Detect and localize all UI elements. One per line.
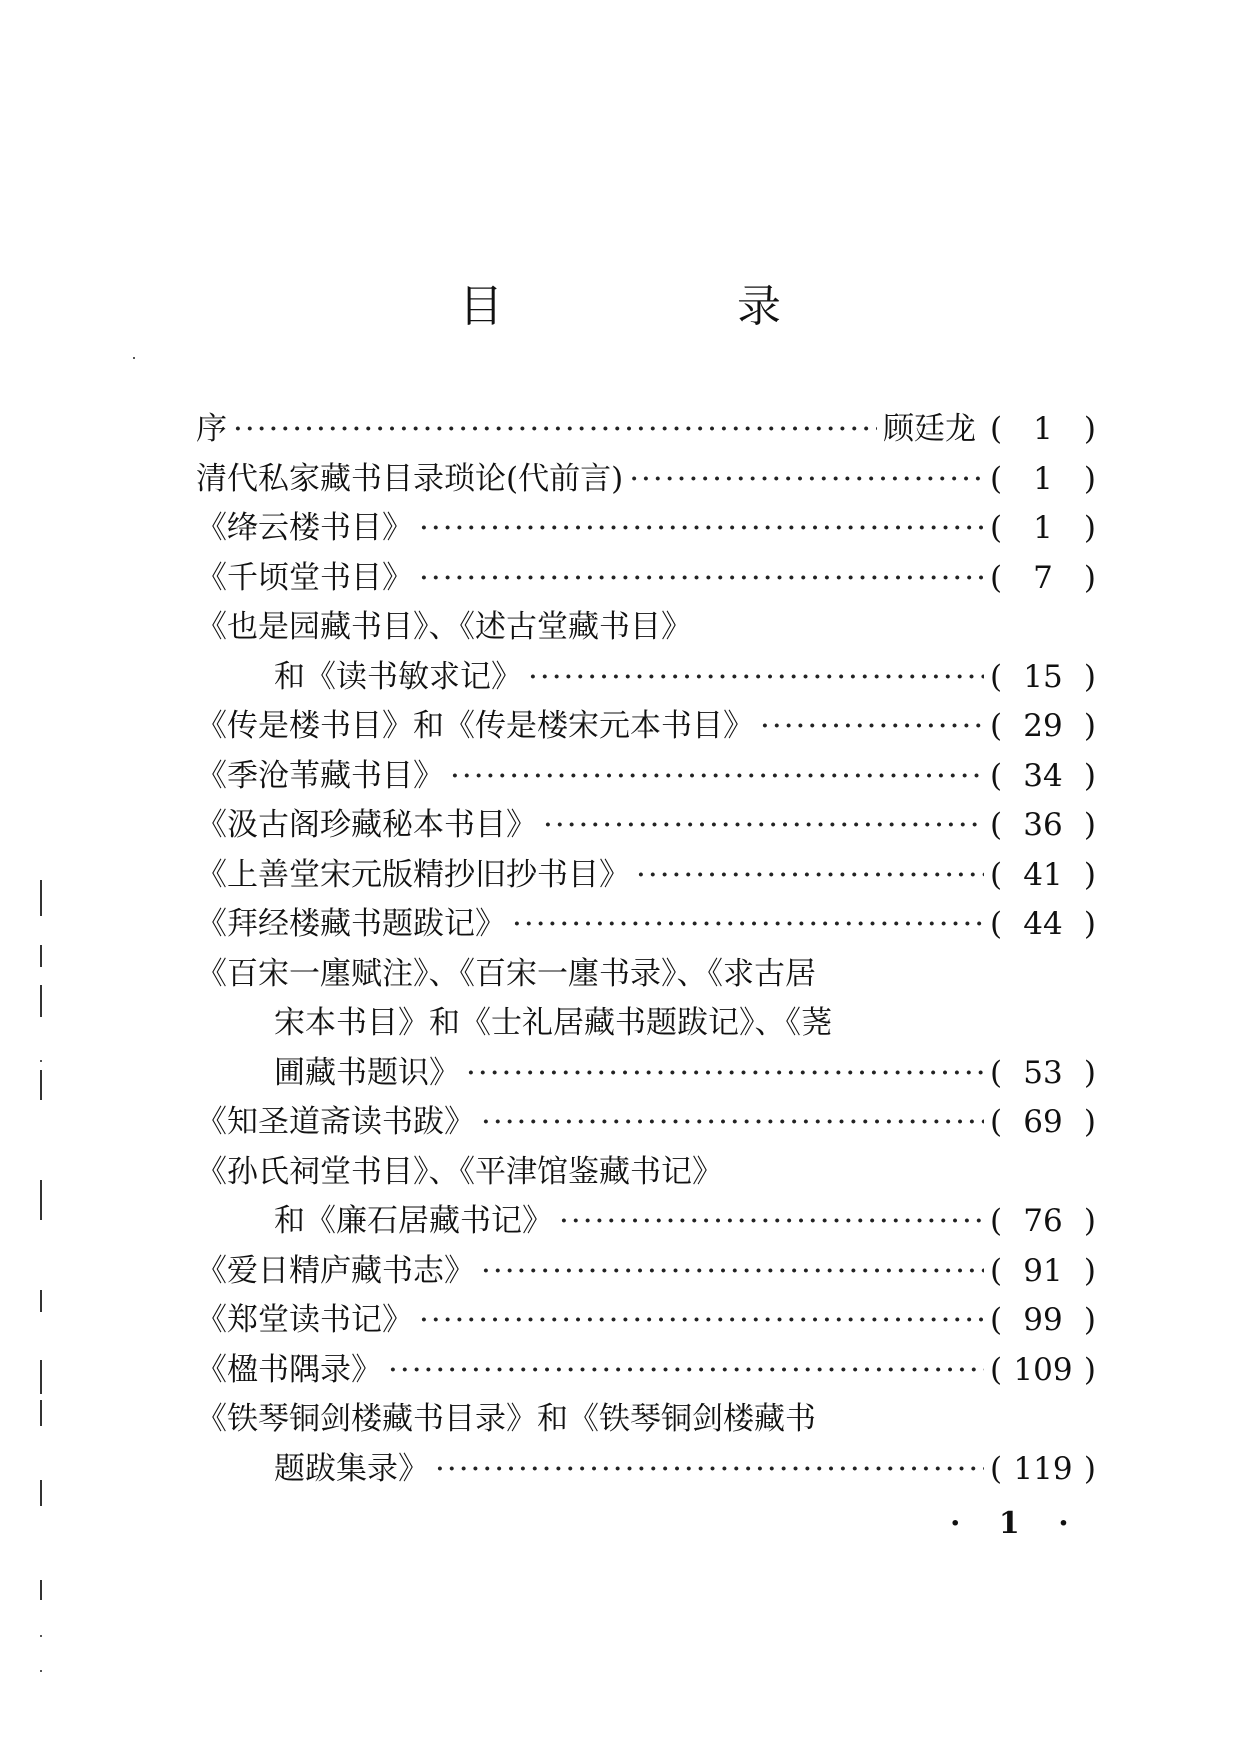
toc-entry-title: 序: [196, 411, 227, 447]
page-number-value: 99: [1023, 1302, 1063, 1338]
toc-entry-page: [990, 1197, 1096, 1247]
toc-entry-title: 《上善堂宋元版精抄旧抄书目》: [196, 856, 630, 893]
page-number-value: 69: [1023, 1104, 1063, 1140]
dot-leader: [481, 1247, 984, 1297]
toc-entry-page: [990, 554, 1096, 604]
toc-entry: [196, 1049, 1096, 1099]
close-paren: ): [1083, 1203, 1096, 1239]
scan-speck: [40, 1060, 42, 1062]
page-number-value: 29: [1023, 708, 1063, 744]
toc-entry: [196, 554, 1096, 604]
toc-entry-page: [990, 900, 1096, 950]
dot-leader: [419, 554, 984, 604]
scan-margin-mark: [40, 1400, 42, 1426]
open-paren: (: [990, 411, 1003, 447]
open-paren: (: [990, 1104, 1003, 1140]
dot-leader: [233, 405, 877, 455]
toc-entry-title: 《铁琴铜剑楼藏书目录》和《铁琴铜剑楼藏书: [196, 1401, 816, 1437]
close-paren: ): [1083, 807, 1096, 843]
dot-leader: [528, 653, 984, 703]
toc-entry-title: 清代私家藏书目录琐论(代前言): [196, 460, 624, 497]
toc-entry-title: 《拜经楼藏书题跋记》: [196, 906, 506, 942]
toc-entry-page: [990, 851, 1096, 901]
toc-entry-page: [990, 702, 1096, 752]
page-title: 目 录: [459, 281, 891, 332]
toc-entry: [196, 504, 1096, 554]
toc-entry-page: [990, 1049, 1096, 1099]
toc-entry-page: [990, 504, 1096, 554]
page-number-value: 53: [1023, 1054, 1063, 1091]
toc-entry: [196, 851, 1096, 901]
close-paren: ): [1083, 906, 1096, 942]
dot-leader: [450, 752, 984, 802]
open-paren: (: [990, 460, 1003, 497]
toc-entry-page: [990, 1346, 1096, 1396]
page-number-value: 76: [1023, 1203, 1063, 1239]
page-number-value: 36: [1023, 807, 1063, 843]
page-number-value: 109: [1013, 1351, 1073, 1388]
page-number-value: 41: [1023, 856, 1063, 893]
toc-entry: [196, 1148, 1096, 1198]
scan-margin-mark: [40, 1580, 42, 1600]
open-paren: (: [990, 1054, 1003, 1091]
toc-entry: [196, 900, 1096, 950]
toc-entry-title: 《楹书隅录》: [196, 1351, 382, 1388]
scan-margin-mark: [40, 985, 42, 1017]
toc-entry-title: 《知圣道斋读书跋》: [196, 1104, 475, 1140]
toc-entry: [196, 1197, 1096, 1247]
close-paren: ): [1083, 510, 1096, 546]
close-paren: ): [1083, 1104, 1096, 1140]
toc-entry: [196, 801, 1096, 851]
scan-margin-mark: [40, 1360, 42, 1394]
close-paren: ): [1083, 1302, 1096, 1338]
open-paren: (: [990, 559, 1003, 596]
toc-entry-title: 《百宋一廛赋注》、《百宋一廛书录》、《求古居: [196, 955, 816, 992]
toc-entry-title: 和《读书敏求记》: [274, 658, 522, 695]
toc-entry-title: 圃藏书题识》: [274, 1054, 460, 1091]
dot-leader: [543, 801, 984, 851]
open-paren: (: [990, 1450, 1003, 1487]
toc-entry: [196, 405, 1096, 455]
scan-speck: [40, 1635, 42, 1637]
toc-entry-title: 《传是楼书目》和《传是楼宋元本书目》: [196, 708, 754, 744]
toc-entry-title: 《孙氏祠堂书目》、《平津馆鉴藏书记》: [196, 1153, 723, 1190]
close-paren: ): [1083, 559, 1096, 596]
scan-margin-mark: [40, 1480, 42, 1506]
dot-leader: [629, 455, 984, 505]
close-paren: ): [1083, 757, 1096, 794]
open-paren: (: [990, 708, 1003, 744]
page-number: · 1 ·: [950, 1506, 1083, 1541]
toc-entry: [196, 1098, 1096, 1148]
page-number-value: 44: [1023, 906, 1063, 942]
toc-entry-title: 《也是园藏书目》、《述古堂藏书目》: [196, 609, 692, 645]
dot-leader: [559, 1197, 984, 1247]
open-paren: (: [990, 1203, 1003, 1239]
dot-leader: [760, 702, 984, 752]
page-number-value: 7: [1033, 559, 1053, 596]
page-number-value: 34: [1023, 757, 1063, 794]
toc-entry-page: [990, 1445, 1096, 1495]
toc-entry: [196, 950, 1096, 1000]
toc-entry: [196, 1346, 1096, 1396]
page-number-value: 1: [1033, 510, 1053, 546]
toc-entry: [196, 653, 1096, 703]
close-paren: ): [1083, 1054, 1096, 1091]
open-paren: (: [990, 807, 1003, 843]
toc-entry-title: 题跋集录》: [274, 1450, 429, 1487]
toc-entry-page: [990, 653, 1096, 703]
close-paren: ): [1083, 1351, 1096, 1388]
close-paren: ): [1083, 856, 1096, 893]
dot-leader: [419, 504, 984, 554]
open-paren: (: [990, 757, 1003, 794]
toc-entry-page: [990, 455, 1096, 505]
scan-speck: [40, 1670, 42, 1672]
toc-entry: [196, 455, 1096, 505]
toc-entry-title: 宋本书目》和《士礼居藏书题跋记》、《荛: [274, 1005, 832, 1041]
open-paren: (: [990, 1351, 1003, 1388]
scan-margin-mark: [40, 945, 42, 967]
close-paren: ): [1083, 658, 1096, 695]
toc-entry-page: [990, 1098, 1096, 1148]
scan-margin-mark: [40, 1070, 42, 1100]
toc-entry-page: [990, 752, 1096, 802]
toc-entry: [196, 1395, 1096, 1445]
toc-entry-page: [990, 1247, 1096, 1297]
page-number-value: 1: [1033, 460, 1053, 497]
toc-entry-title: 《千顷堂书目》: [196, 559, 413, 596]
page-number-value: 15: [1023, 658, 1063, 695]
toc-entry: [196, 999, 1096, 1049]
scan-margin-mark: [40, 1180, 42, 1220]
toc-entry-author: 顾廷龙: [883, 411, 976, 447]
toc-entry: [196, 1247, 1096, 1297]
scan-margin-mark: [40, 1290, 42, 1312]
toc-entry-title: 《汲古阁珍藏秘本书目》: [196, 807, 537, 843]
dot-leader: [481, 1098, 984, 1148]
toc-entry-title: 《爱日精庐藏书志》: [196, 1252, 475, 1289]
open-paren: (: [990, 856, 1003, 893]
page-number-value: 1: [1033, 411, 1053, 447]
toc-entry-title: 《郑堂读书记》: [196, 1302, 413, 1338]
table-of-contents: [196, 405, 1096, 1494]
toc-entry-page: [990, 801, 1096, 851]
scan-margin-mark: [40, 880, 42, 916]
close-paren: ): [1083, 708, 1096, 744]
toc-entry: [196, 702, 1096, 752]
toc-entry: [196, 752, 1096, 802]
page-number-value: 119: [1013, 1450, 1073, 1487]
dot-leader: [636, 851, 984, 901]
dot-leader: [435, 1445, 984, 1495]
open-paren: (: [990, 510, 1003, 546]
toc-entry: [196, 1445, 1096, 1495]
toc-entry-title: 和《廉石居藏书记》: [274, 1203, 553, 1239]
close-paren: ): [1083, 460, 1096, 497]
close-paren: ): [1083, 1252, 1096, 1289]
toc-entry-title: 《季沧苇藏书目》: [196, 757, 444, 794]
toc-entry-page: [990, 1296, 1096, 1346]
open-paren: (: [990, 906, 1003, 942]
open-paren: (: [990, 1302, 1003, 1338]
open-paren: (: [990, 658, 1003, 695]
dot-leader: [388, 1346, 984, 1396]
open-paren: (: [990, 1252, 1003, 1289]
toc-entry: [196, 603, 1096, 653]
page-number-value: 91: [1023, 1252, 1063, 1289]
toc-entry: [196, 1296, 1096, 1346]
dot-leader: [419, 1296, 984, 1346]
toc-entry-title: 《绛云楼书目》: [196, 510, 413, 546]
close-paren: ): [1083, 1450, 1096, 1487]
dot-leader: [466, 1049, 984, 1099]
close-paren: ): [1083, 411, 1096, 447]
dot-leader: [512, 900, 984, 950]
toc-entry-page: [990, 405, 1096, 455]
scan-speck: [133, 357, 135, 359]
